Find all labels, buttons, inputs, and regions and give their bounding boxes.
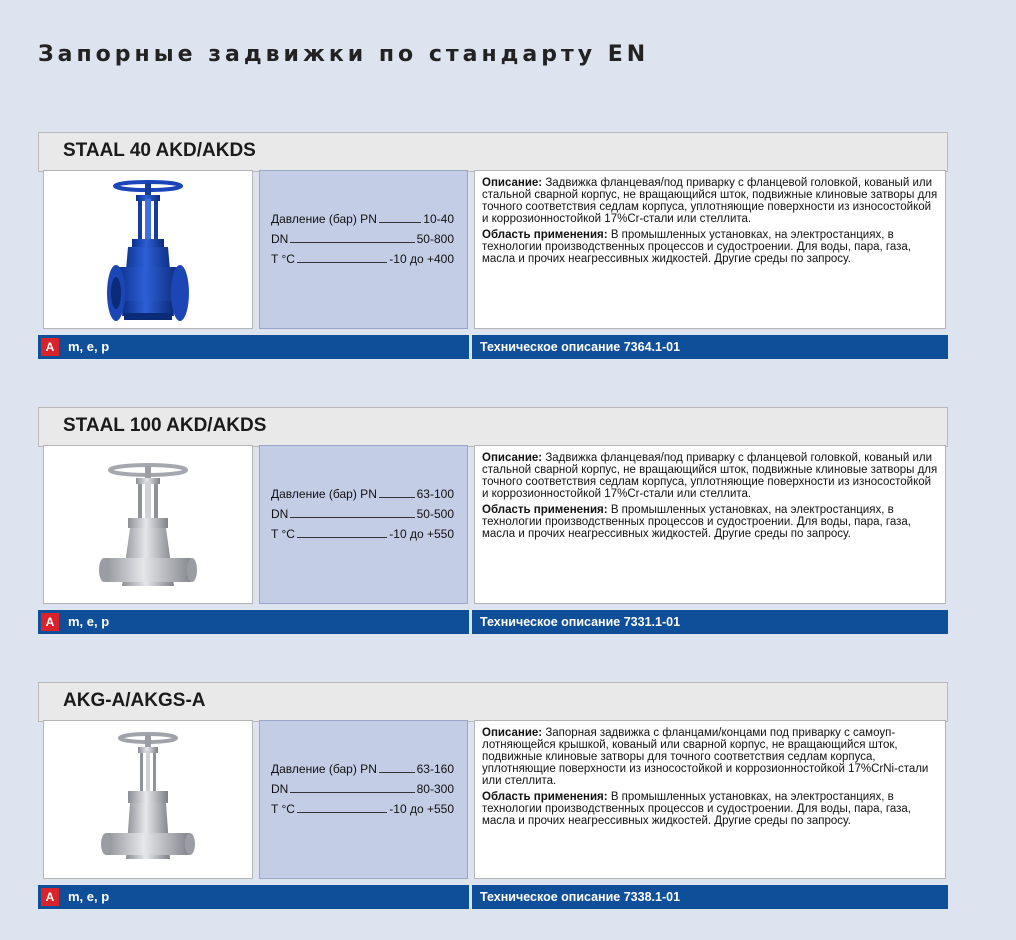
spec-value: 63-100 <box>416 487 454 501</box>
spec-value: 80-300 <box>416 782 454 796</box>
blue-flanged-gate-valve-photo <box>43 170 253 329</box>
leader-line <box>297 537 387 538</box>
spec-pressure <box>271 760 454 776</box>
leader-line <box>379 497 415 498</box>
spec-temperature <box>271 800 454 816</box>
spec-label: T °C <box>271 527 295 541</box>
description-label: Описание: <box>482 452 543 464</box>
leader-line <box>290 792 414 793</box>
grey-pressure-seal-gate-valve-photo <box>43 720 253 879</box>
leader-line <box>290 242 414 243</box>
spec-pressure <box>271 485 454 501</box>
application-label: Область применения: <box>482 791 608 803</box>
product-header <box>38 132 948 172</box>
media-bar <box>38 610 469 634</box>
spec-label: DN <box>271 782 289 796</box>
description-text: Задвижка фланцевая/под приварку с фланцевой головкой, кованый или стальной сварной корпус, не вращающийся шток, подвижные клиновые затворы для точного соответствия седлам корпуса, уплотняющие поверхности из износостойкой и коррозионностойкой 17%Cr-стали или стеллита. <box>482 177 938 225</box>
description <box>482 727 938 787</box>
leader-line <box>379 772 415 773</box>
application-text: В промышленных установках, на электростанциях, в технологии производственных процессов и судостроении. Для воды, пара, газа, масла и прочих неагрессивных жидкостей. Другие среды по запросу. <box>482 229 911 265</box>
description-panel <box>474 445 946 604</box>
spec-value: 10-40 <box>423 212 454 226</box>
tech-bar <box>472 335 948 359</box>
leader-line <box>297 812 387 813</box>
application-text: В промышленных установках, на электростанциях, в технологии производственных процессов и судостроении. Для воды, пара, газа, масла и прочих неагрессивных жидкостей. Другие среды по запросу. <box>482 791 911 827</box>
product-card <box>38 132 948 360</box>
description-label: Описание: <box>482 727 543 739</box>
product-name: AKG-A/AKGS-A <box>63 690 206 711</box>
tech-bar <box>472 610 948 634</box>
media-badge: A <box>41 888 59 906</box>
valve-grey-tall-icon <box>44 721 252 878</box>
product-card <box>38 682 948 910</box>
application-label: Область применения: <box>482 504 608 516</box>
spec-label: DN <box>271 232 289 246</box>
leader-line <box>290 517 414 518</box>
media-bar <box>38 335 469 359</box>
product-card <box>38 407 948 635</box>
grey-weld-end-gate-valve-photo <box>43 445 253 604</box>
description-panel <box>474 720 946 879</box>
application <box>482 229 938 265</box>
tech-bar <box>472 885 948 909</box>
spec-temperature <box>271 525 454 541</box>
description <box>482 452 938 500</box>
spec-panel <box>259 445 468 604</box>
application <box>482 791 938 827</box>
spec-label: Давление (бар) PN <box>271 212 377 226</box>
spec-label: T °C <box>271 252 295 266</box>
leader-line <box>297 262 387 263</box>
spec-dn <box>271 505 454 521</box>
media-badge: A <box>41 613 59 631</box>
description <box>482 177 938 225</box>
media-list: m, e, p <box>68 339 110 354</box>
spec-value: 63-160 <box>416 762 454 776</box>
application-label: Область применения: <box>482 229 608 241</box>
product-name: STAAL 100 AKD/AKDS <box>63 415 267 436</box>
application-text: В промышленных установках, на электростанциях, в технологии производственных процессов и судостроении. Для воды, пара, газа, масла и прочих неагрессивных жидкостей. Другие среды по запросу. <box>482 504 911 540</box>
description-label: Описание: <box>482 177 543 189</box>
product-header <box>38 407 948 447</box>
media-list: m, e, p <box>68 889 110 904</box>
description-text: Запорная задвижка с фланцами/концами под приварку с самоуп-лотняющейся крышкой, кованый или сварной корпус, не вращающийся шток, подвижные клиновые затворы для точного соответствия седлам корпуса, уплотняющие поверхности из износостойкой и коррозионностойкой 17%CrNi-стали или стеллита. <box>482 727 929 787</box>
application <box>482 504 938 540</box>
spec-pressure <box>271 210 454 226</box>
spec-temperature <box>271 250 454 266</box>
leader-line <box>379 222 421 223</box>
description-text: Задвижка фланцевая/под приварку с фланцевой головкой, кованый или стальной сварной корпус, не вращающийся шток, подвижные клиновые затворы для точного соответствия седлам корпуса, уплотняющие поверхности из износостойкой и коррозионностойкой 17%Cr-стали или стеллита. <box>482 452 938 500</box>
product-header <box>38 682 948 722</box>
spec-label: T °C <box>271 802 295 816</box>
tech-sheet-link[interactable]: Техническое описание 7331.1-01 <box>480 615 681 629</box>
spec-value: 50-500 <box>416 507 454 521</box>
spec-dn <box>271 780 454 796</box>
spec-label: Давление (бар) PN <box>271 762 377 776</box>
spec-value: -10 до +550 <box>389 802 454 816</box>
spec-panel <box>259 720 468 879</box>
valve-grey-icon <box>44 446 252 603</box>
spec-label: DN <box>271 507 289 521</box>
spec-panel <box>259 170 468 329</box>
media-list: m, e, p <box>68 614 110 629</box>
spec-value: -10 до +550 <box>389 527 454 541</box>
tech-sheet-link[interactable]: Техническое описание 7338.1-01 <box>480 890 681 904</box>
spec-value: -10 до +400 <box>389 252 454 266</box>
valve-blue-icon <box>44 171 252 328</box>
product-name: STAAL 40 AKD/AKDS <box>63 140 256 161</box>
spec-value: 50-800 <box>416 232 454 246</box>
media-badge: A <box>41 338 59 356</box>
spec-dn <box>271 230 454 246</box>
tech-sheet-link[interactable]: Техническое описание 7364.1-01 <box>480 340 681 354</box>
page-title: Запорные задвижки по стандарту EN <box>38 42 650 67</box>
media-bar <box>38 885 469 909</box>
spec-label: Давление (бар) PN <box>271 487 377 501</box>
description-panel <box>474 170 946 329</box>
